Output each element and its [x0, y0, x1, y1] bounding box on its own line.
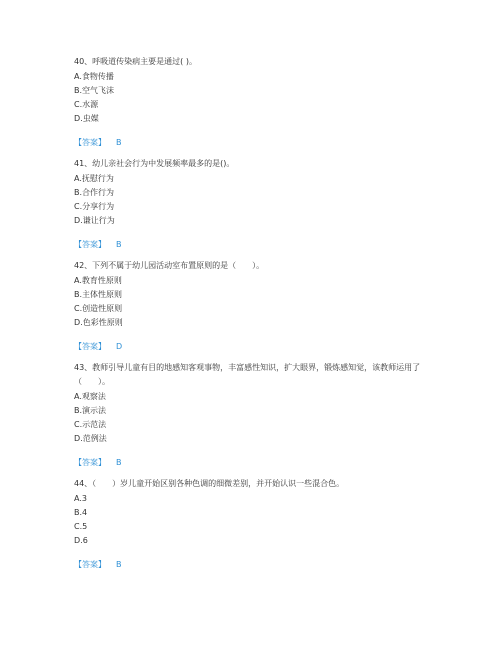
option-d: D.范例法	[74, 434, 107, 443]
answer-label: 【答案】	[74, 342, 106, 351]
question-stem: 40、呼吸道传染病主要是通过( )。	[74, 57, 197, 66]
option-a: A.教育性原则	[74, 276, 122, 285]
answer-value: B	[116, 560, 122, 569]
answer-value: B	[116, 458, 122, 467]
option-c: C.5	[74, 522, 88, 531]
answer-label: 【答案】	[74, 138, 106, 147]
option-d: D.6	[74, 536, 88, 545]
option-b: B.空气飞沫	[74, 86, 115, 95]
answer-line	[74, 239, 434, 251]
question-43	[74, 361, 434, 469]
question-44	[74, 477, 434, 571]
question-stem: 44、（ ）岁儿童开始区别各种色调的细微差别，并开始认识一些混合色。	[74, 479, 345, 488]
answer-value: B	[116, 138, 122, 147]
option-a: A.3	[74, 494, 87, 503]
option-a: A.观察法	[74, 392, 106, 401]
option-c: C.水源	[74, 100, 99, 109]
answer-value: B	[116, 240, 122, 249]
answer-label: 【答案】	[74, 560, 106, 569]
option-b: B.演示法	[74, 406, 107, 415]
option-c: C.创造性原则	[74, 304, 123, 313]
question-41	[74, 157, 434, 251]
question-stem: 42、下列不属于幼儿园活动室布置原则的是（ ）。	[74, 261, 265, 270]
answer-line	[74, 559, 434, 571]
answer-line	[74, 137, 434, 149]
answer-line	[74, 341, 434, 353]
answer-value: D	[116, 342, 123, 351]
answer-label: 【答案】	[74, 240, 106, 249]
option-d: D.虫媒	[74, 114, 99, 123]
option-c: C.分享行为	[74, 202, 115, 211]
option-d: D.色彩性原则	[74, 318, 123, 327]
question-stem: 43、教师引导儿童有目的地感知客观事物，丰富感性知识，扩大眼界，锻炼感知觉，该教师运用了（ ）。	[74, 363, 421, 386]
question-40	[74, 55, 434, 149]
option-b: B.合作行为	[74, 188, 115, 197]
option-b: B.主体性原则	[74, 290, 123, 299]
option-d: D.谦让行为	[74, 216, 115, 225]
question-42	[74, 259, 434, 353]
answer-line	[74, 457, 434, 469]
option-a: A.食物传播	[74, 72, 114, 81]
option-c: C.示范法	[74, 420, 107, 429]
option-a: A.抚慰行为	[74, 174, 114, 183]
option-b: B.4	[74, 508, 88, 517]
answer-label: 【答案】	[74, 458, 106, 467]
question-stem: 41、幼儿亲社会行为中发展频率最多的是()。	[74, 159, 235, 168]
